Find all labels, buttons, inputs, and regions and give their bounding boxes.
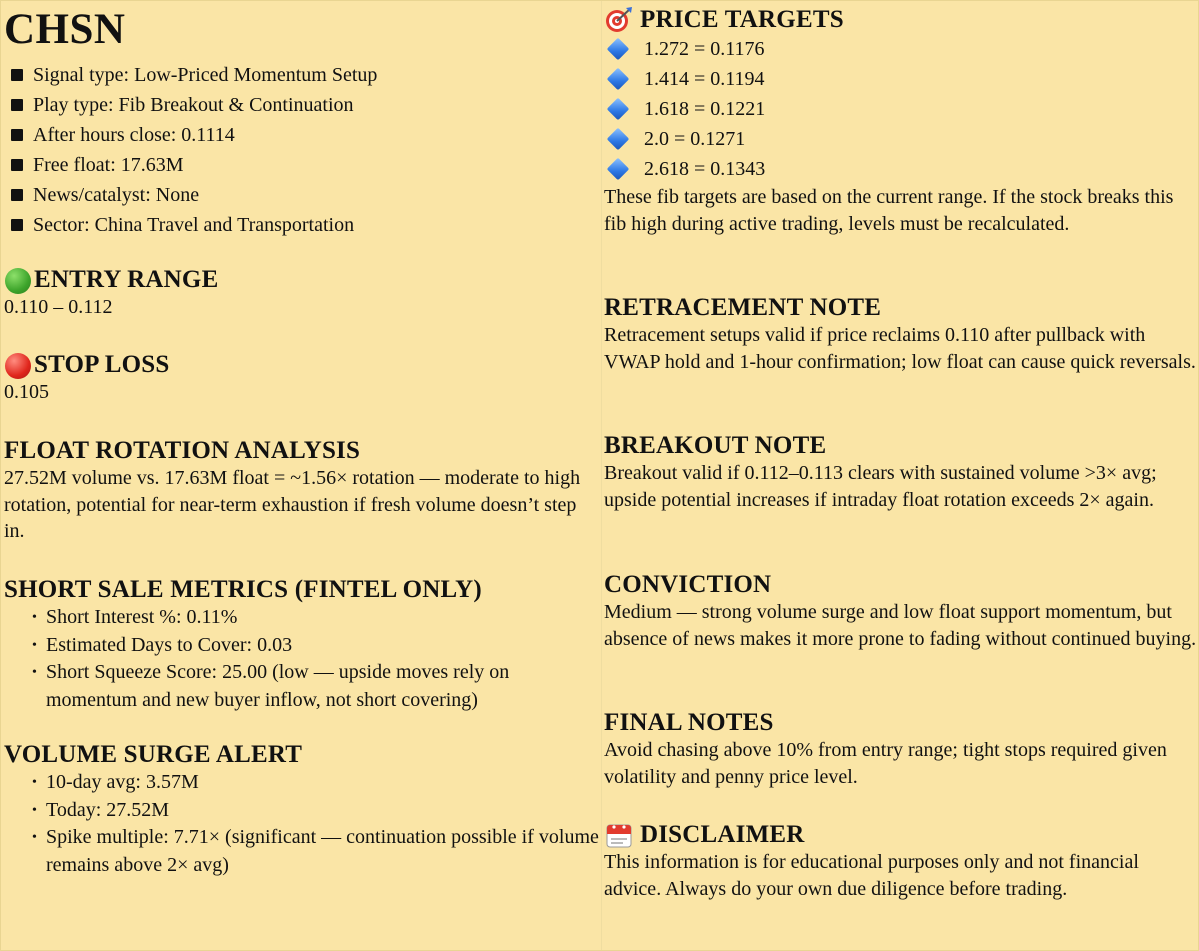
left-column [4, 1, 600, 876]
list-item: News/catalyst: None [4, 180, 600, 210]
stop-loss-heading: STOP LOSS [4, 351, 600, 379]
list-item: After hours close: 0.1114 [4, 120, 600, 150]
disclaimer-section [604, 821, 1198, 902]
conviction-heading: CONVICTION [604, 571, 772, 598]
black-square-icon [11, 129, 23, 141]
volume-surge-section [4, 741, 600, 878]
black-square-icon [11, 69, 23, 81]
breakout-heading: BREAKOUT NOTE [604, 432, 827, 459]
entry-range-section [4, 266, 600, 321]
entry-range-heading: ENTRY RANGE [4, 266, 600, 294]
black-square-icon [11, 159, 23, 171]
blue-diamond-icon [607, 98, 630, 121]
list-item: • Short Interest %: 0.11% [32, 606, 238, 628]
breakout-text: Breakout valid if 0.112–0.113 clears with sustained volume >3× avg; upside potential increases if intraday float rotation exceeds 2× again. [604, 462, 1157, 511]
final-notes-section [604, 709, 1198, 790]
breakout-section [604, 432, 1198, 513]
list-item: Free float: 17.63M [4, 150, 600, 180]
stop-loss-section [4, 351, 600, 406]
list-item: • Spike multiple: 7.71× (significant — continuation possible if volume remains above 2× avg) [32, 826, 599, 876]
entry-range-value: 0.110 – 0.112 [4, 296, 113, 318]
ticker-title: CHSN [4, 6, 126, 53]
volume-surge-list [4, 769, 600, 878]
list-item: 1.272 = 0.1176 [604, 34, 1198, 64]
list-item: Signal type: Low-Priced Momentum Setup [4, 60, 600, 90]
calendar-icon [604, 821, 636, 849]
float-rotation-text: 27.52M volume vs. 17.63M float = ~1.56× rotation — moderate to high rotation, potential for near-term exhaustion if fresh volume doesn’t step in. [4, 467, 581, 542]
black-square-icon [11, 219, 23, 231]
float-rotation-section [4, 437, 600, 545]
conviction-text: Medium — strong volume surge and low float support momentum, but absence of news makes it more prone to fading without continued buying. [604, 601, 1197, 650]
green-circle-icon [4, 266, 34, 294]
target-icon [604, 6, 636, 34]
list-item: Play type: Fib Breakout & Continuation [4, 90, 600, 120]
blue-diamond-icon [607, 38, 630, 61]
list-item: 1.414 = 0.1194 [604, 64, 1198, 94]
final-notes-text: Avoid chasing above 10% from entry range; tight stops required given volatility and penny price level. [604, 739, 1167, 788]
price-targets-section [604, 6, 1198, 237]
conviction-section [604, 571, 1198, 652]
list-item: • 10-day avg: 3.57M [32, 771, 199, 793]
retracement-text: Retracement setups valid if price reclaims 0.110 after pullback with VWAP hold and 1-hour confirmation; low float can cause quick reversals. [604, 324, 1196, 373]
disclaimer-text: This information is for educational purposes only and not financial advice. Always do your own due diligence before trading. [604, 851, 1139, 900]
disclaimer-heading: DISCLAIMER [604, 821, 1198, 849]
price-targets-note: These fib targets are based on the current range. If the stock breaks this fib high during active trading, levels must be recalculated. [604, 186, 1174, 235]
red-circle-icon [4, 351, 34, 379]
list-item: • Estimated Days to Cover: 0.03 [32, 633, 293, 656]
list-item: • Today: 27.52M [32, 798, 170, 821]
column-divider [601, 1, 602, 950]
short-sale-section [4, 576, 600, 713]
final-notes-heading: FINAL NOTES [604, 709, 774, 736]
list-item: Sector: China Travel and Transportation [4, 210, 600, 240]
list-item: 1.618 = 0.1221 [604, 94, 1198, 124]
blue-diamond-icon [607, 68, 630, 91]
blue-diamond-icon [607, 128, 630, 151]
black-square-icon [11, 189, 23, 201]
signal-list [4, 60, 600, 240]
list-item: 2.618 = 0.1343 [604, 154, 1198, 184]
retracement-heading: RETRACEMENT NOTE [604, 294, 882, 321]
list-item: • Short Squeeze Score: 25.00 (low — upside moves rely on momentum and new buyer inflow, not short covering) [32, 661, 510, 711]
price-targets-heading: PRICE TARGETS [604, 6, 1198, 34]
short-sale-list [4, 604, 600, 713]
list-item: 2.0 = 0.1271 [604, 124, 1198, 154]
short-sale-heading: SHORT SALE METRICS (FINTEL ONLY) [4, 576, 482, 603]
volume-surge-heading: VOLUME SURGE ALERT [4, 741, 303, 768]
float-rotation-heading: FLOAT ROTATION ANALYSIS [4, 437, 361, 464]
retracement-section [604, 294, 1198, 375]
stop-loss-value: 0.105 [4, 381, 49, 403]
black-square-icon [11, 99, 23, 111]
blue-diamond-icon [607, 158, 630, 181]
